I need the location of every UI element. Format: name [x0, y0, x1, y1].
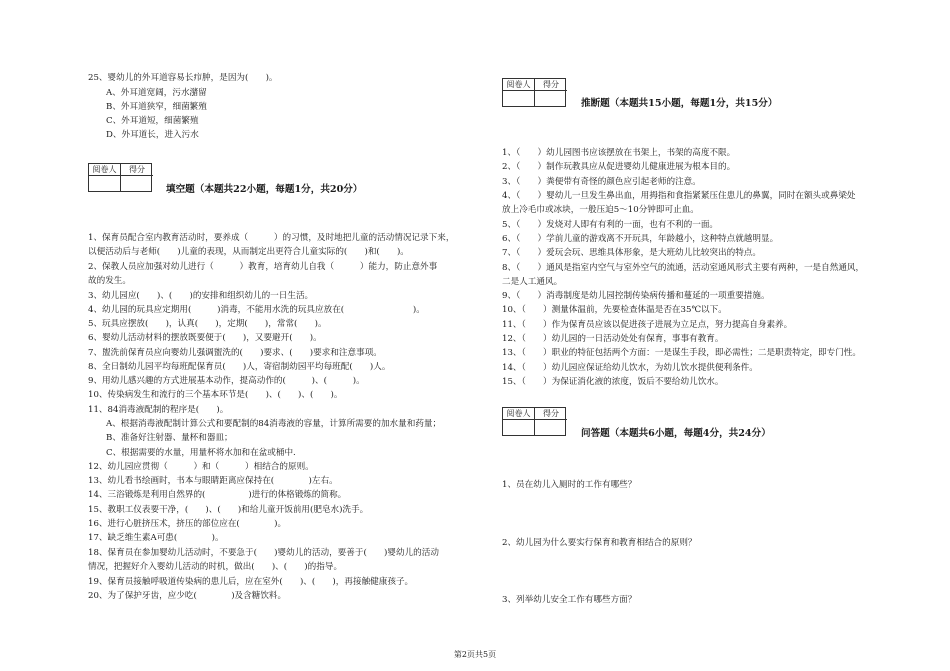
fill-line: 19、保育员接触呼吸道传染病的患儿后，应在室外( )、( )，再接触健康孩子。	[88, 577, 414, 587]
fill-line: 12、幼儿园应贯彻（ ）和（ ）相结合的原则。	[88, 462, 314, 472]
fill-line: 5、玩具应摆放( )，认真( )，定期( )，常常( )。	[88, 319, 327, 329]
score-box-judge	[502, 78, 566, 107]
judge-line: 11、（ ）作为保育员应该以促进孩子进展为立足点，努力提高自身素养。	[502, 320, 793, 330]
score-box-fill	[88, 163, 152, 192]
score-label: 得分	[535, 79, 567, 91]
qa-question-1: 1、员在幼儿入厕时的工作有哪些？	[502, 480, 637, 490]
judge-line: 6、（ ）学前儿童的游戏离不开玩具，年龄越小，这种特点就越明显。	[502, 234, 779, 244]
fill-line: 17、缺乏维生素A可患( )。	[88, 533, 224, 543]
fill-line: 8、全日制幼儿园平均每班配保育员( )人，寄宿制幼园平均每班配( )人。	[88, 362, 391, 372]
qa-question-3: 3、列举幼儿安全工作有哪些方面？	[502, 595, 637, 605]
reviewer-cell	[503, 91, 535, 106]
judge-line: 4、（ ）婴幼儿一旦发生鼻出血，用拇指和食指紧紧压住患儿的鼻翼，同时在额头或鼻梁处	[502, 191, 856, 201]
judge-line: 5、（ ）发烧对人即有有利的一面，也有不利的一面。	[502, 220, 719, 230]
judge-line: 2、（ ）制作玩教具应从促进婴幼儿健康进展为根本目的。	[502, 162, 736, 172]
reviewer-label: 阅卷人	[503, 79, 535, 91]
judge-line: 3、（ ）粪便带有奇怪的颜色应引起老师的注意。	[502, 177, 701, 187]
fill-line: 情况，把握好介入婴幼儿活动的时机，做出( )、( )的指导。	[88, 562, 343, 572]
fill-line: B、准备好注射器、量杯和器皿；	[106, 433, 233, 443]
score-cell	[535, 91, 567, 106]
page-footer: 第2页共5页	[453, 650, 497, 659]
fill-line: 6、婴幼儿活动材料的摆放既要便于( )，又要避开( )。	[88, 333, 322, 343]
score-cell	[121, 176, 153, 191]
fill-line: 15、教职工仪表要干净，( )、( )和给儿童开饭前用(肥皂水)洗手。	[88, 505, 369, 515]
fill-line: 故的发生。	[88, 276, 131, 286]
judge-line: 7、（ ）爱玩会玩、思维具体形象，是大班幼儿比较突出的特点。	[502, 248, 761, 258]
fill-line: 以便活动后与老师( )儿童的表现，从而制定出更符合儿童实际的( )和( )。	[88, 247, 409, 257]
fill-line: 10、传染病发生和流行的三个基本环节是( )、( )、( )。	[88, 390, 343, 400]
qa-section-title: 问答题（本题共6小题，每题4分，共24分）	[581, 428, 771, 439]
judge-line: 10、（ ）测量体温前，先要检查体温是否在35℃以下。	[502, 305, 727, 315]
fill-line: C、根据需要的水量，用量杯将水加和在盆或桶中.	[106, 448, 296, 458]
judge-line: 8、（ ）通风是指室内空气与室外空气的流通，活动室通风形式主要有两种，一是自然通风，	[502, 263, 865, 273]
qa-question-2: 2、幼儿园为什么要实行保育和教育相结合的原则？	[502, 538, 697, 548]
reviewer-cell	[89, 176, 121, 191]
question-25-option-b: B、外耳道狭窄，细菌繁殖	[106, 102, 207, 112]
score-cell	[535, 420, 567, 435]
judge-line: 放上冷毛巾或冰块，一般压迫5～10分钟即可止血。	[502, 205, 699, 215]
fill-line: 14、三浴锻炼是利用自然界的( )进行的体格锻炼的简称。	[88, 490, 347, 500]
fill-line: 13、幼儿看书绘画时，书本与眼睛距离应保持在( )左右。	[88, 476, 338, 486]
judge-section-title: 推断题（本题共15小题，每题1分，共15分）	[581, 98, 778, 109]
question-25-stem: 25、婴幼儿的外耳道容易长疖肿，是因为( )。	[88, 73, 278, 83]
fill-line: 16、进行心脏挤压术，挤压的部位应在( )。	[88, 519, 287, 529]
fill-line: 7、盥洗前保育员应向婴幼儿强调盥洗的( )要求、( )要求和注意事项。	[88, 348, 382, 358]
reviewer-label: 阅卷人	[89, 164, 121, 176]
fill-line: 18、保育员在参加婴幼儿活动时，不要急于( )婴幼儿的活动，要善于( )婴幼儿的活动	[88, 548, 439, 558]
judge-line: 9、（ ）消毒制度是幼儿园控制传染病传播和蔓延的一项重要措施。	[502, 291, 770, 301]
judge-line: 1、（ ）幼儿园图书应该摆放在书架上，书架的高度不限。	[502, 148, 736, 158]
reviewer-label: 阅卷人	[503, 408, 535, 420]
question-25-option-a: A、外耳道宽阔，污水潴留	[106, 88, 207, 98]
fill-line: 11、84消毒液配制的程序是( )。	[88, 405, 229, 415]
reviewer-cell	[503, 420, 535, 435]
fill-line: 2、保教人员应加强对幼儿进行（ ）教育，培育幼儿自我（ ）能力，防止意外事	[88, 262, 438, 272]
fill-line: 20、为了保护牙齿，应少吃( )及含糖饮料。	[88, 591, 287, 601]
judge-line: 12、（ ）幼儿园的一日活动处处有保育，事事有教育。	[502, 334, 724, 344]
fill-line: 1、保育员配合室内教育活动时，要养成（ ）的习惯，及时地把儿童的活动情况记录下来，	[88, 233, 455, 243]
fill-line: 9、用幼儿感兴趣的方式进展基本动作，提高动作的( )、( )。	[88, 376, 365, 386]
judge-line: 二是人工通风。	[502, 277, 563, 287]
judge-line: 13、（ ）职业的特征包括两个方面：一是谋生手段，即必需性；二是职责特定，即专门性。	[502, 348, 861, 358]
fill-blank-section-title: 填空题（本题共22小题，每题1分，共20分）	[166, 184, 363, 195]
fill-line: 3、幼儿园应( )、( )的安排和组织幼儿的一日生活。	[88, 291, 314, 301]
judge-line: 15、（ ）为保证消化液的浓度，饭后不要给幼儿饮水。	[502, 377, 724, 387]
judge-line: 14、（ ）幼儿园应保证给幼儿饮水，为幼儿饮水提供便利条件。	[502, 363, 758, 373]
fill-line: 4、幼儿园的玩具应定期用( )消毒，不能用水洗的玩具应放在( )。	[88, 305, 425, 315]
question-25-option-c: C、外耳道短，细菌繁殖	[106, 116, 199, 126]
question-25-option-d: D、外耳道长，进入污水	[106, 130, 199, 140]
score-label: 得分	[535, 408, 567, 420]
score-box-qa	[502, 407, 566, 436]
score-label: 得分	[121, 164, 153, 176]
fill-line: A、根据消毒液配制计算公式和要配制的84消毒液的容量，计算所需要的加水量和药量；	[106, 419, 442, 429]
